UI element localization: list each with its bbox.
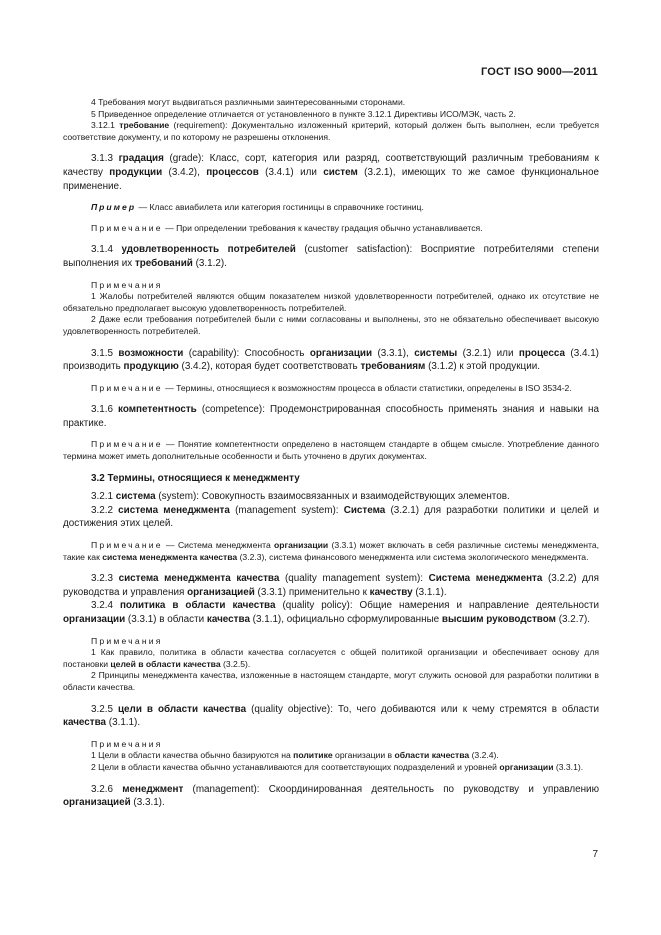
notes-label: Примечания (91, 635, 163, 646)
notes-label: Примечания (91, 738, 163, 749)
note-1-complaints: 1 Жалобы потребителей являются общим показателем низкой удовлетворенности потребителей, однако их отсутствие не обязательно предполагает высокую удовлетворенность потребителей. (63, 291, 599, 313)
term-3-1-6-competence: 3.1.6 компетентность (competence): Продемонстрированная способность применять знания и навыки на практике. (63, 404, 599, 429)
term-3-1-3-grade: 3.1.3 градация (grade): Класс, сорт, категория или разряд, соответствующий различным требованиям к качеству продукции (3.4.2), процессов (3.4.1) или систем (3.2.1), имеющих то же самое функциональное применение. (63, 153, 599, 192)
term-3-1-4-customer-satisfaction: 3.1.4 удовлетворенность потребителей (customer satisfaction): Восприятие потребителями степени выполнения их требований (3.1.2). (63, 244, 599, 269)
section-heading-3-2: 3.2 Термины, относящиеся к менеджменту (91, 472, 300, 484)
note-management-system: Примечание — Система менеджмента организации (3.3.1) может включать в себя различные системы менеджмента, такие как система менеджмента качества (3.2.3), система финансового менеджмента или система экологического менеджмента. (63, 540, 599, 562)
term-3-2-6-management: 3.2.6 менеджмент (management): Скоординированная деятельность по руководству и управлению организацией (3.3.1). (63, 783, 599, 809)
page-number: 7 (592, 849, 598, 860)
note-competence: Примечание — Понятие компетентности определено в настоящем стандарте в общем смысле. Употребление данного термина может иметь дополнительные особенности и быть уточнено в других документах. (63, 439, 599, 462)
note-grade: Примечание — При определении требования к качеству градация обычно устанавливается. (91, 222, 483, 233)
document-body (63, 97, 599, 810)
notes-label: Примечания (91, 279, 163, 290)
note-2-objectives: 2 Цели в области качества обычно устанавливаются для соответствующих подразделений и уровней организации (3.3.1). (91, 761, 584, 772)
note-5-definition: 5 Приведенное определение отличается от установленного в пункте 3.12.1 Директивы ИСО/МЭК, часть 2. (91, 108, 516, 119)
term-3-2-2-management-system: 3.2.2 система менеджмента (management system): Система (3.2.1) для разработки политики и целей и достижения этих целей. (63, 504, 599, 530)
example-grade: Пример — Класс авиабилета или категория гостиницы в справочнике гостиниц. (91, 202, 424, 213)
term-3-2-3-qms: 3.2.3 система менеджмента качества (quality management system): Система менеджмента (3.2.2) для руководства и управления организацией (3.3.1) применительно к качеству (3.1.1). (63, 573, 599, 598)
term-3-2-1-system: 3.2.1 система (system): Совокупность взаимосвязанных и взаимодействующих элементов. (91, 491, 510, 503)
note-capability: Примечание — Термины, относящиеся к возможностям процесса в области статистики, определены в ISO 3534-2. (91, 382, 572, 393)
term-3-12-1-requirement: 3.12.1 требование (requirement): Документально изложенный критерий, который должен быть выполнен, если требуется соответствие документу, и по которому не разрешены отклонения. (63, 120, 599, 142)
note-1-objectives: 1 Цели в области качества обычно базируются на политике организации в области качества (3.2.4). (91, 750, 499, 761)
note-2-principles: 2 Принципы менеджмента качества, изложенные в настоящем стандарте, могут служить основой для разработки политики в области качества. (63, 670, 599, 692)
note-2-satisfaction: 2 Даже если требования потребителей были с ними согласованы и выполнены, это не обязательно обеспечивает высокую удовлетворенность потребителей. (63, 314, 599, 336)
note-4-requirements: 4 Требования могут выдвигаться различными заинтересованными сторонами. (91, 97, 406, 107)
note-1-policy: 1 Как правило, политика в области качества согласуется с общей политикой организации и обеспечивает основу для постановки целей в области качества (3.2.5). (63, 647, 599, 669)
term-3-2-5-quality-objective: 3.2.5 цели в области качества (quality objective): То, чего добиваются или к чему стремятся в области качества (3.1.1). (63, 703, 599, 729)
term-3-2-4-quality-policy: 3.2.4 политика в области качества (quality policy): Общие намерения и направление деятельности организации (3.3.1) в области качества (3.1.1), официально сформулированные высшим руководством (3.2.7). (63, 600, 599, 625)
term-3-1-5-capability: 3.1.5 возможности (capability): Способность организации (3.3.1), системы (3.2.1) или процесса (3.4.1) производить продукцию (3.4.2), которая будет соответствовать требованиям (3.1.2) к этой продукции. (63, 347, 599, 373)
page-header: ГОСТ ISO 9000—2011 (480, 66, 598, 78)
